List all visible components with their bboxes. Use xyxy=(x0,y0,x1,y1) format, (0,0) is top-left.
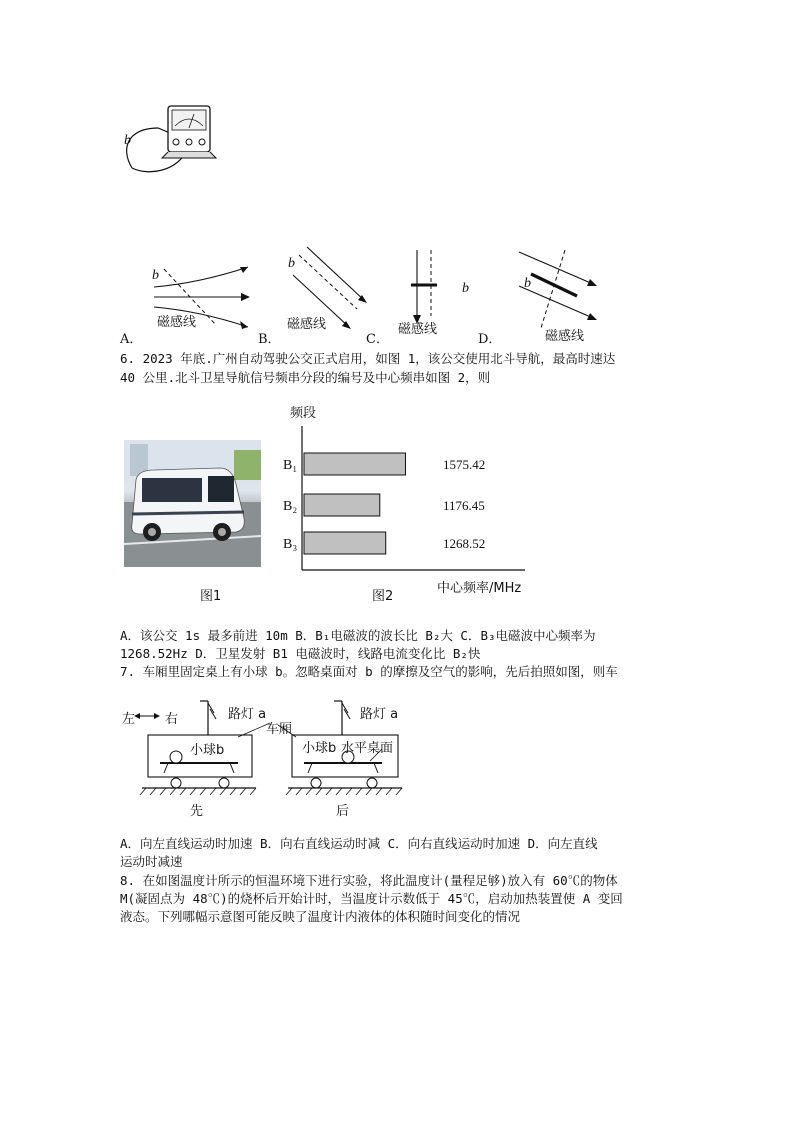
value-label-2: 1176.45 xyxy=(443,498,485,513)
option-d-field-label: 磁感线 xyxy=(545,329,585,344)
frequency-bar-chart xyxy=(280,400,540,600)
lamp-label-left: 路灯 a xyxy=(228,707,267,722)
bar-2 xyxy=(304,494,380,516)
option-d-letter[interactable]: D． xyxy=(478,332,502,347)
q7-options-line1: A．向左直线运动时加速 B．向右直线运动时减 C．向右直线运动时加速 D．向左直线 xyxy=(120,836,598,851)
option-c-letter[interactable]: C． xyxy=(366,332,389,347)
option-a-b: b xyxy=(152,268,159,283)
category-label-3: B₃ xyxy=(283,537,298,552)
option-d-b: b xyxy=(524,276,531,291)
q8-line2: M(凝固点为 48℃)的烧杯后开始计时，当温度计示数低于 45℃，启动加热装置使 A 变回 xyxy=(120,891,623,906)
option-a-letter[interactable]: A． xyxy=(120,332,143,347)
table-label: 水平桌面 xyxy=(341,741,394,756)
category-label-1: B₁ xyxy=(283,458,298,473)
q8-line1: 8. 在如图温度计所示的恒温环境下进行实验，将此温度计(量程足够)放入有 60℃的物体 xyxy=(120,873,618,888)
q6-options-line1: A．该公交 1s 最多前进 10m B．B₁电磁波的波长比 B₂大 C．B₃电磁波中心频率为 xyxy=(120,628,596,643)
before-label: 先 xyxy=(190,804,204,819)
galvanometer-figure xyxy=(118,98,228,178)
option-c-b: b xyxy=(462,281,469,296)
fig1-caption: 图1 xyxy=(200,589,222,604)
q6-options-line2: 1268.52Hz D．卫星发射 B1 电磁波时，线路电流变化比 B₂快 xyxy=(120,646,481,661)
carriage-label: 车厢 xyxy=(266,722,293,737)
q6-line1: 6. 2023 年底.广州自动驾驶公交正式启用，如图 1，该公交使用北斗导航，最高时速达 xyxy=(120,351,616,366)
value-label-1: 1575.42 xyxy=(443,457,486,472)
option-c-field-label: 磁感线 xyxy=(398,322,438,337)
dir-right-label: 右 xyxy=(165,712,179,727)
after-label: 后 xyxy=(336,804,350,819)
option-b-field-label: 磁感线 xyxy=(287,317,327,332)
wire-label-b: b xyxy=(124,133,131,148)
ball-label-right: 小球b xyxy=(302,741,337,756)
option-b-letter[interactable]: B． xyxy=(258,332,281,347)
ball-label-left: 小球b xyxy=(190,743,225,758)
fig2-caption: 图2 xyxy=(372,589,394,604)
option-c-figure xyxy=(405,248,445,328)
q8-line3: 液态。下列哪幅示意图可能反映了温度计内液体的体积随时间变化的情况 xyxy=(120,909,521,924)
chart-ylabel: 频段 xyxy=(290,406,317,421)
bar-3 xyxy=(304,532,386,554)
q6-line2: 40 公里.北斗卫星导航信号频串分段的编号及中心频串如图 2，则 xyxy=(120,370,491,385)
option-b-b: b xyxy=(288,256,295,271)
lamp-label-right: 路灯 a xyxy=(360,707,399,722)
q7-options-line2: 运动时减速 xyxy=(120,854,183,869)
chart-xlabel: 中心频率/MHz xyxy=(437,581,522,596)
dir-left-label: 左 xyxy=(122,712,136,727)
category-label-2: B₂ xyxy=(283,499,298,514)
value-label-3: 1268.52 xyxy=(443,536,486,551)
bar-1 xyxy=(304,453,405,475)
bus-photo xyxy=(124,440,261,567)
option-a-field-label: 磁感线 xyxy=(157,315,197,330)
q7-line1: 7. 车厢里固定桌上有小球 b。忽略桌面对 b 的摩擦及空气的影响，先后拍照如图，则车 xyxy=(120,664,618,679)
